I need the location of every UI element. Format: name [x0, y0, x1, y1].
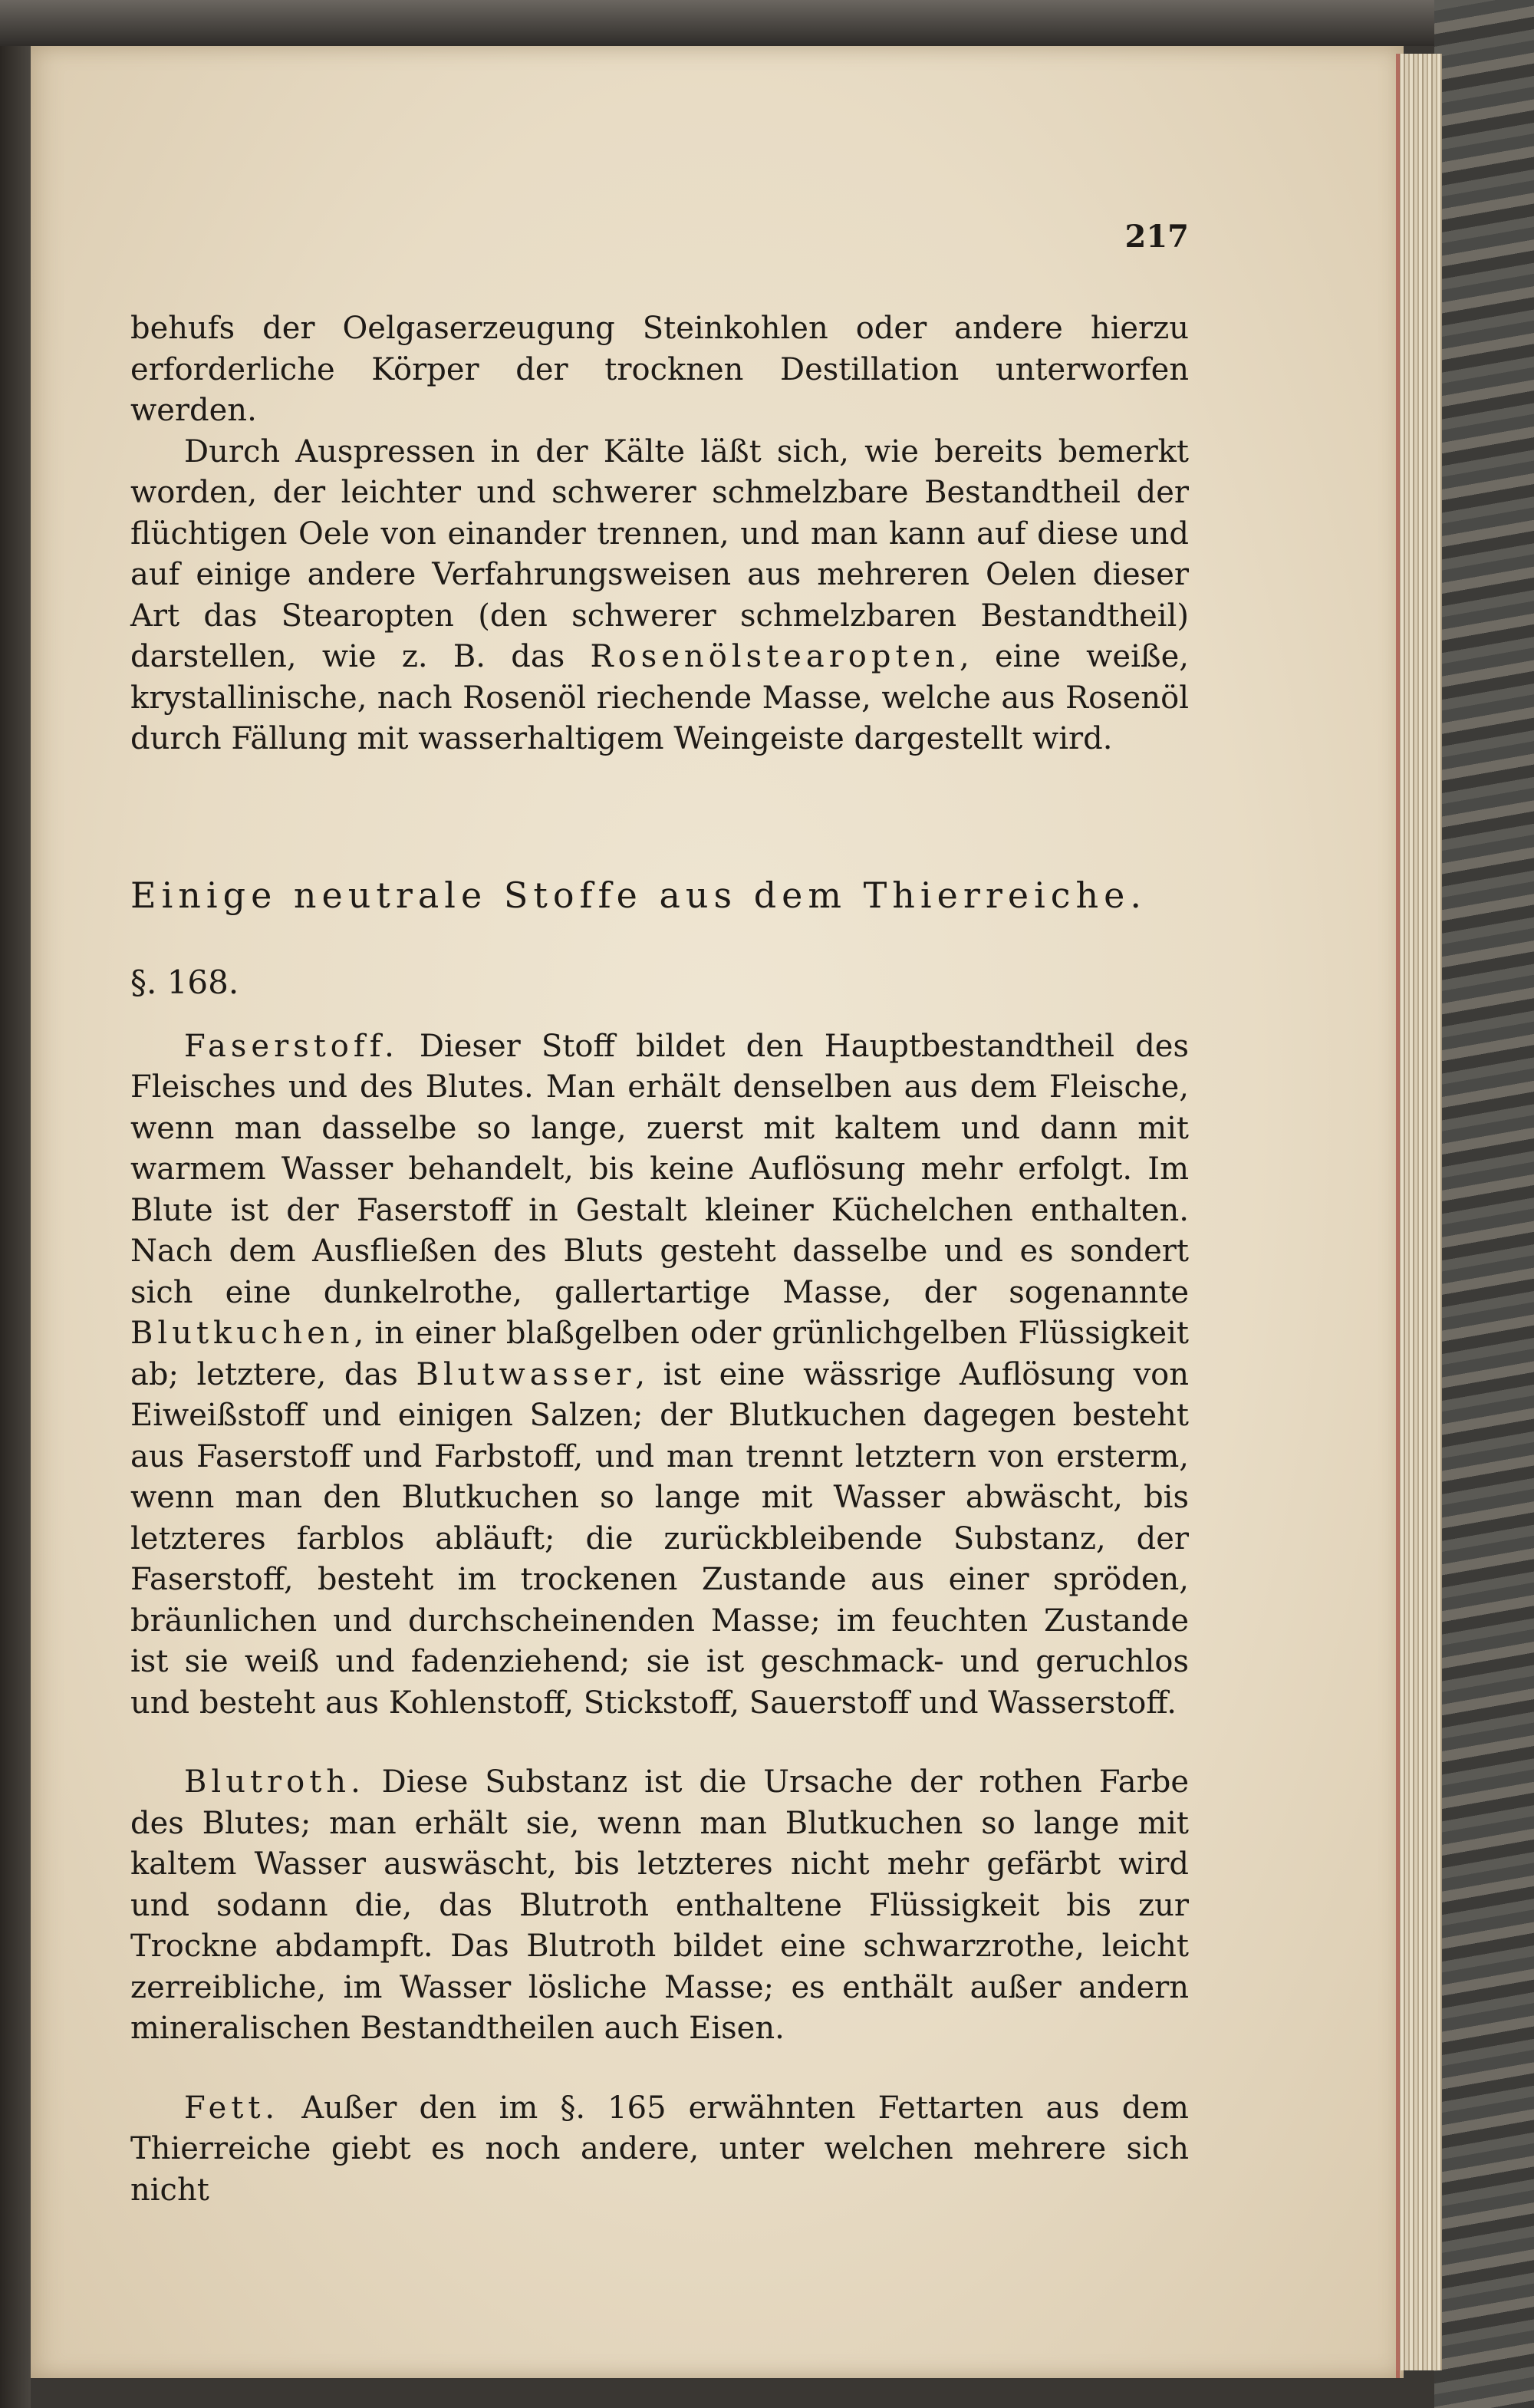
page-text: [130, 207, 1189, 2211]
term-heading: Blutroth.: [184, 1764, 365, 1800]
paragraph-text: , eine weiße, krystallinische, nach Rosenöl riechende Masse, welche aus Rosenöl durch Fällung mit wasserhaltigem Weingeiste dargestellt wird.: [130, 639, 1189, 756]
paragraph-fett: [130, 2088, 1189, 2212]
section-heading: Einige neutrale Stoffe aus dem Thierreiche.: [130, 874, 1147, 916]
paragraph-text: Durch Auspressen in der Kälte läßt sich, wie bereits bemerkt worden, der leichter und schwerer schmelzbare Bestandtheil der flüchtigen Oele von einander trennen, und man kann auf diese und auf einige andere Verfahrungsweisen aus mehreren Oelen dieser Art das Stearopten (den schwerer schmelzbaren Bestandtheil) darstellen, wie z. B. das: [130, 433, 1189, 674]
spaced-term: Rosenölstearopten: [590, 639, 960, 674]
paragraph-text: , ist eine wässrige Auflösung von Eiweißstoff und einigen Salzen; der Blutkuchen dagegen besteht aus Faserstoff und Farbstoff, und man trennt letztern von ersterm, wenn man den Blutkuchen so lange mit Wasser abwäscht, bis letzteres farblos abläuft; die zurückbleibende Substanz, der Faserstoff, besteht im trockenen Zustande aus einer spröden, bräunlichen und durchscheinenden Masse; im feuchten Zustande ist sie weiß und fadenziehend; sie ist geschmack- und geruchlos und besteht aus Kohlenstoff, Stickstoff, Sauerstoff und Wasserstoff.: [130, 1356, 1190, 1721]
term-heading: Faserstoff.: [184, 1028, 399, 1064]
paragraph-text: Außer den im §. 165 erwähnten Fettarten aus dem Thierreiche giebt es noch andere, unter welchen mehrere sich nicht: [130, 2090, 1189, 2208]
term-heading: Fett.: [184, 2090, 280, 2126]
spaced-term: Blutwasser: [416, 1356, 636, 1392]
paragraph-blutroth: [130, 1762, 1189, 2050]
page-number: 217: [1124, 219, 1189, 255]
page-edge-line: [1396, 54, 1400, 2378]
paragraph-text: Dieser Stoff bildet den Hauptbestandtheil des Fleisches und des Blutes. Man erhält denselben aus dem Fleische, wenn man dasselbe so lange, zuerst mit kaltem und dann mit warmem Wasser behandelt, bis keine Auflösung mehr erfolgt. Im Blute ist der Faserstoff in Gestalt kleiner Küchelchen enthalten. Nach dem Ausfließen des Bluts gesteht dasselbe und es sondert sich eine dunkelrothe, gallertartige Masse, der sogenannte: [130, 1028, 1189, 1310]
book-cover-left: [0, 0, 31, 2408]
paragraph-faserstoff: [130, 1026, 1189, 1724]
paragraph-text: Diese Substanz ist die Ursache der rothen Farbe des Blutes; man erhält sie, wenn man Blutkuchen so lange mit kaltem Wasser auswäscht, bis letzteres nicht mehr gefärbt wird und sodann die, das Blutroth enthaltene Flüssigkeit bis zur Trockne abdampft. Das Blutroth bildet eine schwarzrothe, leicht zerreibliche, im Wasser lösliche Masse; es enthält außer andern mineralischen Bestandtheilen auch Eisen.: [130, 1764, 1189, 2046]
spaced-term: Blutkuchen: [130, 1316, 354, 1351]
paragraph-continuation: behufs der Oelgaserzeugung Steinkohlen oder andere hierzu erforderliche Körper der trocknen Destillation unterworfen werden.: [130, 311, 1189, 428]
page-stack-edges: [1396, 54, 1442, 2370]
book-cover-top: [0, 0, 1534, 46]
section-number: §. 168.: [130, 964, 239, 1001]
paragraph-stearopten: [130, 432, 1189, 760]
paragraph-text: , in einer blaßgelben oder grünlichgelben Flüssigkeit ab; letztere, das: [130, 1316, 1189, 1392]
book-cover-right: [1434, 0, 1534, 2408]
